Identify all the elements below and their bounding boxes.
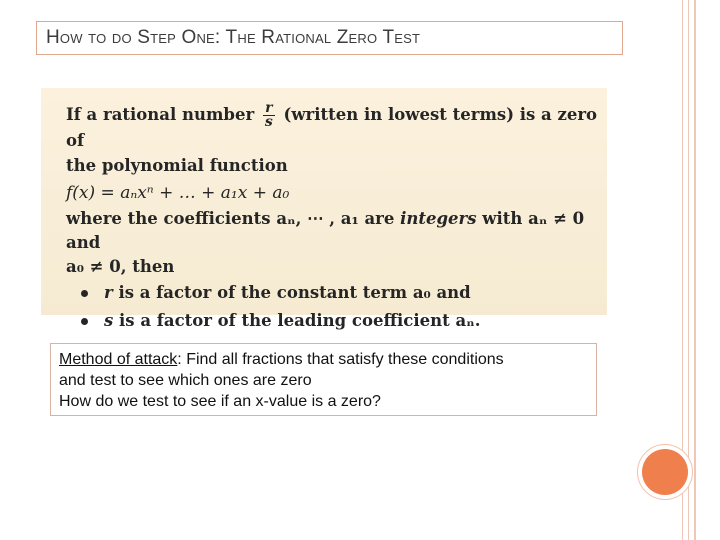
bullet1-var: r [104, 283, 113, 302]
theorem-where [66, 207, 607, 255]
theorem-image [41, 88, 607, 330]
note-line1-rest: : Find all fractions that satisfy these conditions [177, 351, 504, 368]
theorem-line2: the polynomial function [66, 156, 288, 175]
note-label: Method of attack [59, 351, 178, 368]
decorative-rule-right [694, 0, 696, 540]
note-line1 [59, 349, 588, 370]
decorative-rule-middle [688, 0, 689, 540]
theorem-intro [66, 102, 607, 153]
bullet-item-s [66, 307, 607, 335]
fraction-numerator: r [263, 102, 275, 116]
theorem-intro-before: If a rational number [66, 105, 260, 124]
decorative-circle-icon [642, 449, 688, 495]
bullet-dot-icon [81, 290, 88, 297]
method-note-box [50, 343, 597, 416]
fraction-denominator: s [264, 114, 273, 130]
bullet-dot-icon [81, 318, 88, 325]
note-line3: How do we test to see if an x-value is a zero? [59, 393, 381, 410]
note-line2: and test to see which ones are zero [59, 372, 312, 389]
where-before: where the coefficients aₙ, ⋯ , a₁ are [66, 209, 401, 228]
fraction-r-over-s [263, 102, 275, 129]
title-box [36, 21, 623, 55]
theorem-line4: a₀ ≠ 0, then [66, 257, 175, 276]
bullet2-text: is a factor of the leading coefficient aₙ. [113, 311, 481, 330]
bullet2-var: s [104, 311, 114, 330]
polynomial-formula: f(x) = aₙxⁿ + … + a₁x + a₀ [66, 183, 290, 203]
theorem-intro-after: (written in lowest terms) is a zero of [66, 105, 598, 150]
where-italic: integers [400, 209, 477, 228]
slide-title: How to do Step One: The Rational Zero Test [46, 27, 421, 48]
bullet-item-r [66, 279, 607, 307]
bullet1-text: is a factor of the constant term a₀ and [112, 283, 471, 302]
where-after: with aₙ ≠ 0 and [66, 209, 585, 252]
